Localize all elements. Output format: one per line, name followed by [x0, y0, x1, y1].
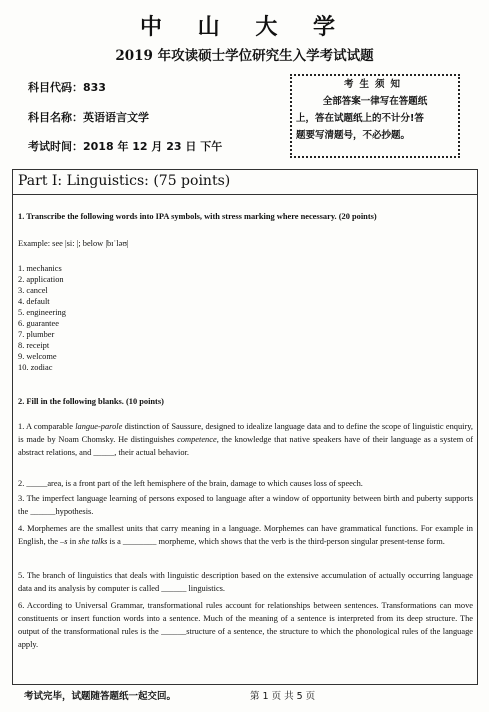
q2-sentence-2: 2. _____area, is a front part of the left hemisphere of the brain, damage to which causes loss of speech.: [18, 479, 363, 488]
footer-note: 考试完毕，试题随答题纸一起交回。: [24, 691, 177, 702]
text-run: , the knowledge that native speakers have of their language as a system of abstract relations, and _____, their actual behavior.: [18, 435, 473, 457]
list-item: 5. engineering: [18, 308, 66, 317]
q2-sentence-4: [18, 522, 473, 548]
q2-prompt: 2. Fill in the following blanks. (10 points): [18, 397, 164, 406]
term-langue-parole: langue-parole: [75, 422, 123, 431]
text-run: is a ________ morpheme, which shows that the verb is the third-person singular present-tense form.: [107, 537, 445, 546]
q2-sentence-3: 3. The imperfect language learning of persons exposed to language after a window of opportunity between birth and puberty supports the ______hypothesis.: [18, 494, 473, 516]
q2-sentence-1: [18, 420, 473, 459]
notice-line-2: 上，答在试题纸上的不计分!答: [296, 113, 424, 124]
q2-sentence-6: 6. According to Universal Grammar, transformational rules account for relationships between sentences. Transformations can move constituents or insert function words into a sentence. Much of the meaning of a sentence is interpreted from its deep structure. The output of the transformational rules is the ______structure of a sentence, the structure to which the phonological rules of the language apply.: [18, 601, 473, 649]
list-item: 10. zodiac: [18, 363, 53, 372]
university-title: 中 山 大 学: [140, 14, 349, 40]
term-competence: competence: [177, 435, 217, 444]
notice-line-1: 全部答案一律写在答题纸: [322, 96, 428, 107]
list-item: 1. mechanics: [18, 264, 62, 273]
page-number: 第 1 页 共 5 页: [250, 691, 316, 702]
notice-heading: 考生须知: [343, 79, 406, 90]
text-run: distinction of Saussure, designed to idealize language data and to define the scope of linguistic enquiry, is made by Noam Chomsky. He distinguishes: [18, 422, 473, 444]
text-run: 4. Morphemes are the smallest units that carry meaning in a language. Morphemes can have grammatical functions. For example in English, the: [18, 524, 473, 546]
term-she-talks: she talks: [78, 537, 108, 546]
list-item: 4. default: [18, 297, 50, 306]
exam-subtitle: 2019 年攻读硕士学位研究生入学考试试题: [115, 48, 374, 64]
list-item: 9. welcome: [18, 352, 57, 361]
list-item: 6. guarantee: [18, 319, 59, 328]
list-item: 3. cancel: [18, 286, 48, 295]
subject-name: 科目名称：英语语言文学: [28, 111, 149, 124]
q1-list: [18, 263, 66, 373]
q1-example: Example: see |si: |; below |bɪˈləʊ|: [18, 239, 129, 248]
term-s-suffix: –s: [60, 537, 68, 546]
part-title: Part I: Linguistics: (75 points): [18, 173, 231, 189]
list-item: 7. plumber: [18, 330, 55, 339]
list-item: 2. application: [18, 275, 64, 284]
text-run: in: [67, 537, 79, 546]
q2-sentence-5: 5. The branch of linguistics that deals with linguistic description based on the extensive accumulation of actually occurring language data and its analysis by computer is called ______ linguistics.: [18, 571, 473, 593]
notice-line-3: 题要写清题号，不必抄题。: [296, 130, 411, 141]
divider: [12, 194, 478, 195]
text-run: 1. A comparable: [18, 422, 76, 431]
list-item: 8. receipt: [18, 341, 50, 350]
subject-code: 科目代码：833: [28, 81, 106, 94]
exam-time: 考试时间：2018 年 12 月 23 日 下午: [28, 140, 223, 153]
candidate-notice-box: [290, 74, 460, 158]
q1-prompt: 1. Transcribe the following words into IPA symbols, with stress marking where necessary. (20 points): [18, 212, 377, 221]
